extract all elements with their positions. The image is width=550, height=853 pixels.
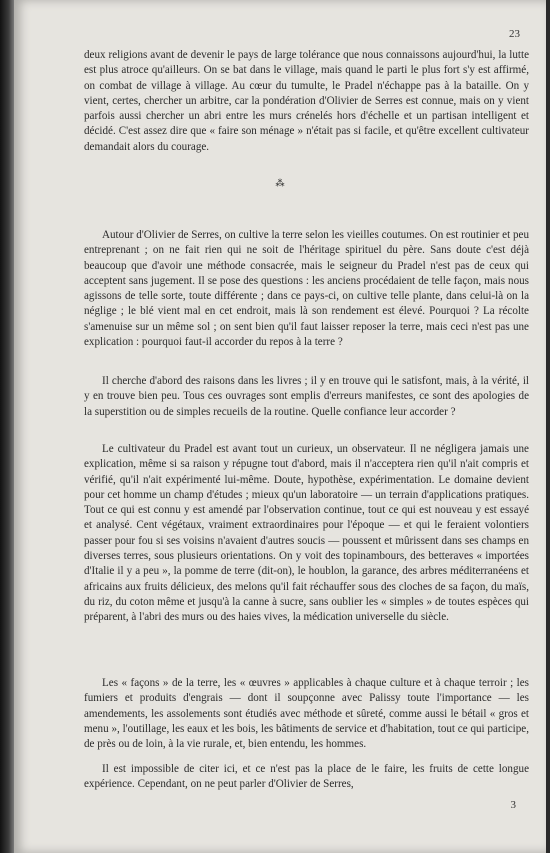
page-number: 23 xyxy=(509,28,520,40)
paragraph-text: Il est impossible de citer ici, et ce n'est pas la place de le faire, les fruits de cette longue expérience. Cependant, on ne peut parler d'Olivier de Serres, xyxy=(84,763,529,791)
section-separator: ⁂ xyxy=(275,179,285,189)
paragraph-text: Il cherche d'abord des raisons dans les livres ; il y en trouve qui le satisfont, mais, à la vérité, il y en trouve bien peu. Tous ces ouvrages sont emplis d'erreurs manifestes, ce sont des apologies de la superstition ou de simples recueils de la routine. Quelle confiance leur accorder ? xyxy=(84,375,529,418)
paragraph-text: Autour d'Olivier de Serres, on cultive la terre selon les vieilles coutumes. On est routinier et peu entreprenant ; on ne fait rien qui ne soit de l'héritage spirituel du père. Sans doute c'est déjà beaucoup que d'avoir une méthode consacrée, mais le seigneur du Pradel n'est pas de ceux qui acceptent sans jugement. Il se pose des questions : les anciens procédaient de telle façon, mais nous agissons de telle sorte, toute différente ; dans ce pays-ci, on cultive telle plante, dans celui-là on la néglige ; le blé vient mal en cet endroit, mais là son rendement est élevé. Pourquoi ? La récolte s'amenuise sur un même sol ; on sent bien qu'il faut laisser reposer la terre, mais ceci n'est pas une explication : pourquoi faut-il accorder du repos à la terre ? xyxy=(84,229,529,349)
paragraph-text: deux religions avant de devenir le pays de large tolérance que nous connaissons aujourd'hui, la lutte est plus atroce qu'ailleurs. On se bat dans le village, mais quand le parti le plus fort s'y est affirmé, on combat de village à village. Au cœur du tumulte, le Pradel n'échappe pas à la bataille. On y vient, certes, chercher un arbitre, car la pondération d'Olivier de Serres est connue, mais on y vient parfois aussi chercher un abri entre les murs crénelés hors d'échelle et un partisan intelligent et décidé. C'est assez dire que « faire son ménage » n'était pas si facile, et qu'être excellent cultivateur demandait alors du courage. xyxy=(84,49,529,153)
book-page xyxy=(14,0,546,853)
paragraph-3 xyxy=(84,442,529,626)
intro-paragraph xyxy=(84,48,529,155)
paragraph-1 xyxy=(84,228,529,350)
paragraph-4 xyxy=(84,676,529,752)
paragraph-2 xyxy=(84,374,529,420)
page-edge-shadow xyxy=(0,0,14,853)
paragraph-text: Les « façons » de la terre, les « œuvres » applicables à chaque culture et à chaque terroir ; les fumiers et produits d'engrais — dont il soupçonne avec Palissy toute l'importance — les amendements, les assolements sont étudiés avec méthode et sûreté, comme aussi le bétail « gros et menu », l'outillage, les eaux et les bois, les bâtiments de service et d'habitation, tout ce qui participe, de près ou de loin, à la vie rurale, et, bien entendu, les hommes. xyxy=(84,677,529,751)
footer-mark: 3 xyxy=(510,799,516,811)
paragraph-text: Le cultivateur du Pradel est avant tout un curieux, un observateur. Il ne négligera jamais une explication, même si sa raison y répugne tout d'abord, mais il n'acceptera rien qu'il n'ait compris et vérifié, qu'il n'ait expérimenté lui-même. Doute, hypothèse, expérimentation. Le domaine devient pour cet homme un champ d'études ; mieux qu'un laboratoire — un terrain d'applications pratiques. Tout ce qui est connu y est amendé par l'observation continue, tout ce qui est nouveau y est essayé et analysé. Cent végétaux, vraiment extraordinaires pour l'époque — et qui le feraient volontiers passer pour fou si ses voisins n'avaient d'autres soucis — poussent et mûrissent dans ses champs en diverses terres, sous plusieurs orientations. On y voit des topinambours, des betteraves « importées d'Italie il y a peu », la pomme de terre (dit-on), le houblon, la garance, des arbres méditerranéens et africains aux fruits délicieux, des melons qu'il fait réchauffer sous des cloches de sa façon, du maïs, du riz, du coton même et jusqu'à la canne à sucre, sans oublier les « simples » de toutes espèces qui préparent, à l'abri des murs ou des haies vives, la médication universelle du siècle. xyxy=(84,443,529,624)
paragraph-5 xyxy=(84,762,529,793)
